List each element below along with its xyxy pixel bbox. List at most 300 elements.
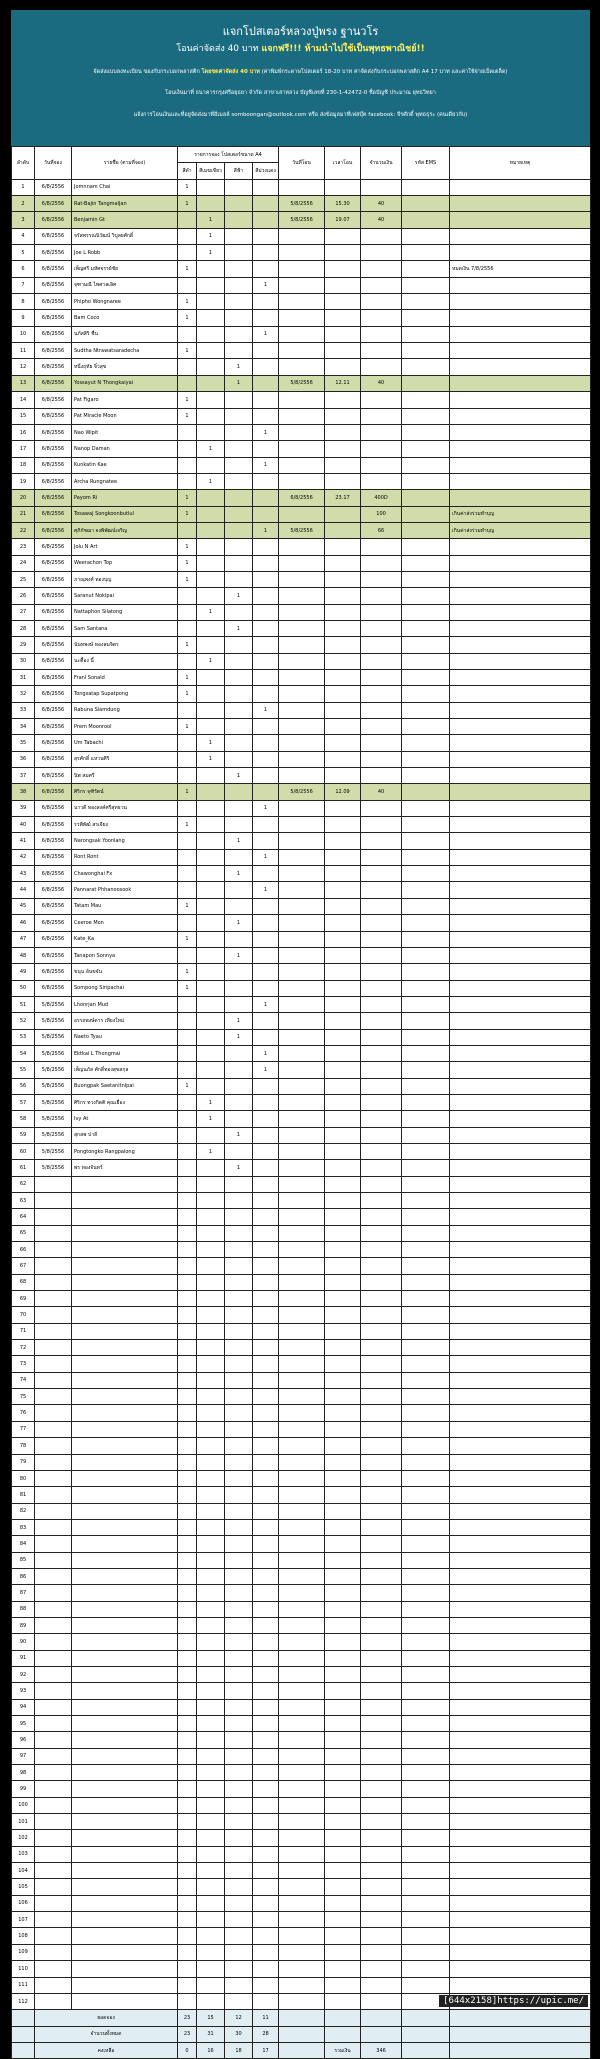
cell-empty	[253, 1242, 279, 1258]
cell-empty	[325, 1895, 361, 1911]
cell-date: 6/8/2556	[35, 637, 72, 653]
cell-empty	[178, 1699, 197, 1715]
cell-transfer-date	[279, 1160, 325, 1176]
cell-empty	[35, 1683, 72, 1699]
cell-no: 88	[12, 1601, 35, 1617]
table-row	[12, 637, 591, 653]
cell-color-3	[225, 1111, 253, 1127]
table-row	[12, 735, 591, 751]
cell-color-4: 1	[253, 326, 279, 342]
cell-empty	[35, 1732, 72, 1748]
cell-no: 102	[12, 1830, 35, 1846]
cell-amount: 400D	[361, 490, 402, 506]
cell-transfer-time	[325, 179, 361, 195]
cell-color-2	[197, 931, 225, 947]
cell-note	[450, 980, 591, 996]
cell-color-3	[225, 702, 253, 718]
cell-empty	[450, 1650, 591, 1666]
cell-color-4	[253, 1127, 279, 1143]
cell-date: 6/8/2556	[35, 735, 72, 751]
cell-empty	[325, 1993, 361, 2009]
cell-no: 64	[12, 1209, 35, 1225]
cell-ems	[402, 375, 450, 391]
cell-no: 58	[12, 1111, 35, 1127]
cell-empty	[279, 1814, 325, 1830]
cell-empty	[402, 1291, 450, 1307]
cell-empty	[225, 1863, 253, 1879]
cell-empty	[35, 1470, 72, 1486]
cell-empty	[225, 1765, 253, 1781]
table-row	[12, 768, 591, 784]
cell-empty	[253, 1274, 279, 1290]
cell-amount	[361, 866, 402, 882]
cell-empty	[402, 1356, 450, 1372]
shipping-info-a: จัดส่งแบบลงทะเบียน ของกับกระบอกพลาสติก	[93, 69, 202, 75]
free-warning-text: แจกฟรี!!! ห้ามนำไปใช้เป็นพุทธพาณิชย์!!	[261, 44, 425, 54]
cell-empty	[279, 1487, 325, 1503]
cell-empty	[279, 1781, 325, 1797]
cell-color-3	[225, 326, 253, 342]
table-row-empty	[12, 1944, 591, 1960]
cell-empty	[450, 1438, 591, 1454]
cell-empty	[361, 1716, 402, 1732]
cell-no: 35	[12, 735, 35, 751]
cell-name: Sam Santana	[72, 620, 178, 636]
table-row-empty	[12, 1274, 591, 1290]
table-row-empty	[12, 1291, 591, 1307]
cell-empty	[450, 1961, 591, 1977]
cell-name: Yossayut N Thongkaiyai	[72, 375, 178, 391]
cell-transfer-time	[325, 326, 361, 342]
cell-color-1: 1	[178, 310, 197, 326]
cell-ems	[402, 473, 450, 489]
table-row-empty	[12, 1748, 591, 1764]
cell-color-1: 1	[178, 343, 197, 359]
cell-date: 6/8/2556	[35, 768, 72, 784]
cell-color-1	[178, 866, 197, 882]
cell-note	[450, 343, 591, 359]
cell-empty	[361, 1193, 402, 1209]
cell-amount	[361, 915, 402, 931]
cell-no: 66	[12, 1242, 35, 1258]
summary-row	[12, 2010, 591, 2026]
cell-color-2	[197, 768, 225, 784]
cell-empty	[35, 1863, 72, 1879]
summary-label: ยอดจอง	[35, 2010, 178, 2026]
cell-empty	[361, 1225, 402, 1241]
cell-empty	[225, 1944, 253, 1960]
cell-empty	[402, 1421, 450, 1437]
cell-empty	[361, 1372, 402, 1388]
cell-ems	[402, 768, 450, 784]
cell-name: Pat Miracle Moon	[72, 408, 178, 424]
cell-name: Tatam Mau	[72, 898, 178, 914]
cell-empty	[361, 1765, 402, 1781]
cell-amount: 100	[361, 506, 402, 522]
cell-name: Lhonrjan Mud	[72, 996, 178, 1012]
cell-ems	[402, 751, 450, 767]
cell-empty	[361, 1470, 402, 1486]
cell-color-1	[178, 1062, 197, 1078]
cell-ems	[402, 898, 450, 914]
cell-ems	[402, 555, 450, 571]
cell-amount	[361, 1045, 402, 1061]
cell-no: 21	[12, 506, 35, 522]
cell-color-2	[197, 915, 225, 931]
cell-empty	[402, 1519, 450, 1535]
cell-color-4	[253, 375, 279, 391]
cell-empty	[450, 1601, 591, 1617]
cell-color-1	[178, 800, 197, 816]
cell-amount	[361, 980, 402, 996]
cell-ems	[402, 392, 450, 408]
cell-amount	[361, 473, 402, 489]
cell-empty	[197, 1274, 225, 1290]
cell-color-2	[197, 326, 225, 342]
cell-transfer-time	[325, 457, 361, 473]
cell-color-4	[253, 620, 279, 636]
header-color-4: สีม่วงแดง	[253, 163, 279, 179]
cell-name: นภัสสิริ ชื่น	[72, 326, 178, 342]
cell-color-1	[178, 1013, 197, 1029]
cell-empty	[253, 1405, 279, 1421]
cell-empty	[178, 1797, 197, 1813]
header-color-2: สีเมฆเขียว	[197, 163, 225, 179]
cell-empty	[197, 1699, 225, 1715]
cell-empty	[253, 1666, 279, 1682]
cell-empty	[325, 1699, 361, 1715]
cell-note	[450, 1143, 591, 1159]
cell-transfer-time	[325, 604, 361, 620]
cell-empty	[253, 1928, 279, 1944]
cell-note	[450, 588, 591, 604]
cell-empty	[325, 1438, 361, 1454]
cell-note	[450, 898, 591, 914]
cell-empty	[197, 1993, 225, 2009]
cell-empty	[225, 1781, 253, 1797]
cell-empty	[325, 1912, 361, 1928]
cell-empty	[402, 1830, 450, 1846]
cell-empty	[450, 1683, 591, 1699]
cell-no: 38	[12, 784, 35, 800]
cell-empty	[361, 1977, 402, 1993]
cell-empty	[279, 1372, 325, 1388]
cell-date: 5/8/2556	[35, 1143, 72, 1159]
cell-transfer-time: 15.30	[325, 196, 361, 212]
cell-color-1	[178, 588, 197, 604]
cell-color-3: 1	[225, 866, 253, 882]
cell-empty	[361, 1797, 402, 1813]
cell-empty	[72, 1307, 178, 1323]
cell-empty	[178, 1519, 197, 1535]
cell-note	[450, 375, 591, 391]
cell-empty	[325, 1617, 361, 1633]
cell-empty	[197, 1438, 225, 1454]
cell-empty	[35, 1503, 72, 1519]
cell-empty	[225, 1258, 253, 1274]
cell-ems	[402, 490, 450, 506]
cell-transfer-date	[279, 473, 325, 489]
cell-transfer-date	[279, 343, 325, 359]
cell-amount	[361, 1127, 402, 1143]
cell-empty	[402, 1470, 450, 1486]
cell-empty	[35, 1666, 72, 1682]
cell-no: 33	[12, 702, 35, 718]
cell-empty	[450, 1274, 591, 1290]
table-row-empty	[12, 1389, 591, 1405]
cell-note	[450, 784, 591, 800]
cell-ems	[402, 1111, 450, 1127]
cell-color-3	[225, 310, 253, 326]
cell-date: 5/8/2556	[35, 1045, 72, 1061]
cell-transfer-date	[279, 686, 325, 702]
header-amount: จำนวนเงิน	[361, 147, 402, 180]
cell-color-4: 1	[253, 800, 279, 816]
cell-color-4	[253, 686, 279, 702]
header-transfer-date: วันที่โอน	[279, 147, 325, 180]
cell-empty	[178, 1536, 197, 1552]
cell-color-1: 1	[178, 408, 197, 424]
table-row-empty	[12, 1519, 591, 1535]
cell-amount	[361, 1094, 402, 1110]
cell-empty	[450, 1912, 591, 1928]
cell-empty	[253, 1568, 279, 1584]
table-row	[12, 228, 591, 244]
cell-amount	[361, 326, 402, 342]
table-row-empty	[12, 1928, 591, 1944]
cell-name: Saranut Noklpai	[72, 588, 178, 604]
cell-date: 6/8/2556	[35, 719, 72, 735]
cell-empty	[402, 1552, 450, 1568]
cell-color-3	[225, 179, 253, 195]
cell-no: 16	[12, 424, 35, 440]
cell-ems	[402, 604, 450, 620]
cell-color-1	[178, 849, 197, 865]
cell-transfer-time	[325, 1143, 361, 1159]
cell-no: 1	[12, 179, 35, 195]
cell-no: 74	[12, 1372, 35, 1388]
cell-empty	[225, 1242, 253, 1258]
cell-empty	[402, 1961, 450, 1977]
cell-color-3	[225, 670, 253, 686]
cell-color-1: 1	[178, 294, 197, 310]
cell-color-1	[178, 735, 197, 751]
cell-empty	[279, 1993, 325, 2009]
cell-transfer-date: 6/8/2556	[279, 490, 325, 506]
cell-empty	[178, 1732, 197, 1748]
cell-color-3	[225, 392, 253, 408]
cell-no: 41	[12, 833, 35, 849]
cell-empty	[35, 1389, 72, 1405]
cell-color-1	[178, 1111, 197, 1127]
cell-note	[450, 604, 591, 620]
table-row-empty	[12, 1242, 591, 1258]
cell-empty	[72, 1225, 178, 1241]
cell-empty	[35, 1291, 72, 1307]
cell-date: 5/8/2556	[35, 1111, 72, 1127]
cell-ems	[402, 506, 450, 522]
cell-name: ศุภิกัชฌา จงพิพัฒน์เจริญ	[72, 522, 178, 538]
table-row-empty	[12, 1536, 591, 1552]
cell-note	[450, 866, 591, 882]
cell-transfer-date	[279, 1013, 325, 1029]
cell-empty	[450, 1242, 591, 1258]
cell-empty	[325, 1225, 361, 1241]
summary-d: 28	[253, 2026, 279, 2042]
cell-empty	[402, 1699, 450, 1715]
cell-empty	[12, 2042, 35, 2058]
cell-color-2: 1	[197, 228, 225, 244]
cell-empty	[402, 1225, 450, 1241]
cell-empty	[197, 1634, 225, 1650]
cell-empty	[35, 1307, 72, 1323]
cell-no: 25	[12, 571, 35, 587]
shipping-info-b: โดยชดค่าจัดส่ง 40 บาท	[201, 69, 260, 75]
cell-ems	[402, 310, 450, 326]
cell-transfer-date	[279, 833, 325, 849]
cell-empty	[253, 1176, 279, 1192]
table-row-empty	[12, 1601, 591, 1617]
table-row-empty	[12, 1830, 591, 1846]
cell-transfer-time	[325, 1062, 361, 1078]
cell-no: 11	[12, 343, 35, 359]
cell-color-3: 1	[225, 947, 253, 963]
cell-empty	[450, 1634, 591, 1650]
cell-date: 6/8/2556	[35, 555, 72, 571]
cell-empty	[197, 1536, 225, 1552]
cell-transfer-time	[325, 228, 361, 244]
cell-color-4	[253, 980, 279, 996]
cell-empty	[178, 1716, 197, 1732]
cell-note	[450, 326, 591, 342]
cell-empty	[325, 1928, 361, 1944]
table-row-empty	[12, 1340, 591, 1356]
cell-empty	[402, 1568, 450, 1584]
cell-empty	[225, 1650, 253, 1666]
cell-date: 6/8/2556	[35, 931, 72, 947]
cell-color-2	[197, 1029, 225, 1045]
cell-no: 72	[12, 1340, 35, 1356]
cell-empty	[450, 1617, 591, 1633]
cell-date: 5/8/2556	[35, 1062, 72, 1078]
cell-empty	[72, 1356, 178, 1372]
cell-ems	[402, 784, 450, 800]
cell-color-4	[253, 931, 279, 947]
cell-color-3: 1	[225, 620, 253, 636]
table-row-empty	[12, 1879, 591, 1895]
cell-empty	[197, 1895, 225, 1911]
cell-name: Jolu N Art	[72, 539, 178, 555]
cell-transfer-time	[325, 1127, 361, 1143]
cell-name: จรัสพรรณนิวัฒน์ วิบูลยศักดิ์	[72, 228, 178, 244]
cell-empty	[402, 1797, 450, 1813]
cell-color-4	[253, 359, 279, 375]
table-row	[12, 620, 591, 636]
cell-no: 110	[12, 1961, 35, 1977]
cell-note	[450, 457, 591, 473]
table-row	[12, 588, 591, 604]
cell-transfer-date	[279, 539, 325, 555]
cell-empty	[325, 1340, 361, 1356]
cell-transfer-time	[325, 424, 361, 440]
cell-note	[450, 833, 591, 849]
cell-empty	[197, 1765, 225, 1781]
cell-empty	[12, 2026, 35, 2042]
cell-date: 6/8/2556	[35, 964, 72, 980]
cell-name: Jomnnam Chai	[72, 179, 178, 195]
cell-empty	[225, 1209, 253, 1225]
cell-name: Nao Wipit	[72, 424, 178, 440]
cell-empty	[450, 1732, 591, 1748]
cell-amount	[361, 555, 402, 571]
cell-transfer-date	[279, 735, 325, 751]
cell-empty	[325, 1797, 361, 1813]
cell-ems	[402, 294, 450, 310]
cell-ems	[402, 670, 450, 686]
summary-td	[279, 2042, 325, 2058]
cell-empty	[253, 1487, 279, 1503]
cell-ems	[402, 408, 450, 424]
cell-transfer-date	[279, 1111, 325, 1127]
cell-empty	[178, 1552, 197, 1568]
cell-ems	[402, 1013, 450, 1029]
cell-transfer-time	[325, 539, 361, 555]
cell-empty	[225, 1977, 253, 1993]
cell-empty	[72, 1895, 178, 1911]
cell-note	[450, 359, 591, 375]
cell-transfer-time	[325, 719, 361, 735]
table-row	[12, 1045, 591, 1061]
cell-empty	[253, 1977, 279, 1993]
cell-color-2	[197, 833, 225, 849]
cell-empty	[402, 1242, 450, 1258]
cell-date: 6/8/2556	[35, 702, 72, 718]
cell-no: 36	[12, 751, 35, 767]
cell-note: หมดเงิน 7/8/2556	[450, 261, 591, 277]
cell-ems	[402, 277, 450, 293]
cell-empty	[279, 1176, 325, 1192]
cell-date: 6/8/2556	[35, 915, 72, 931]
cell-amount	[361, 1013, 402, 1029]
cell-transfer-time	[325, 359, 361, 375]
cell-name: Nanop Daman	[72, 441, 178, 457]
cell-color-4	[253, 719, 279, 735]
cell-no: 48	[12, 947, 35, 963]
cell-empty	[361, 1274, 402, 1290]
cell-empty	[178, 1879, 197, 1895]
cell-color-3	[225, 571, 253, 587]
cell-empty	[402, 1977, 450, 1993]
cell-empty	[225, 1176, 253, 1192]
cell-color-4	[253, 784, 279, 800]
cell-color-3	[225, 1143, 253, 1159]
cell-color-2	[197, 261, 225, 277]
cell-name: Ivy At	[72, 1111, 178, 1127]
cell-empty	[253, 1193, 279, 1209]
cell-empty	[279, 1519, 325, 1535]
cell-empty	[253, 1797, 279, 1813]
cell-transfer-date	[279, 964, 325, 980]
cell-empty	[325, 1323, 361, 1339]
cell-color-4	[253, 653, 279, 669]
cell-transfer-date	[279, 1029, 325, 1045]
cell-empty	[361, 1961, 402, 1977]
cell-empty	[72, 1193, 178, 1209]
cell-empty	[197, 1944, 225, 1960]
header-no: ลำดับ	[12, 147, 35, 180]
table-row	[12, 604, 591, 620]
cell-empty	[72, 1666, 178, 1682]
